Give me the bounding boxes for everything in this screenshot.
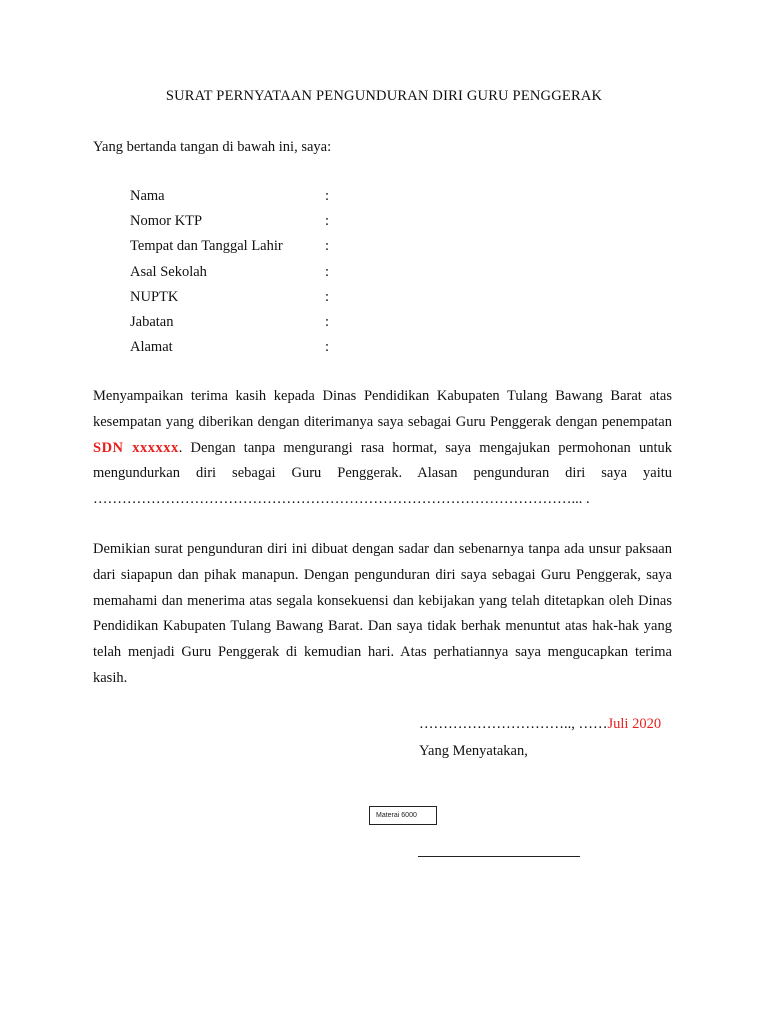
signature-line (418, 856, 580, 857)
intro-text: Yang bertanda tangan di bawah ini, saya: (93, 139, 332, 155)
date-line (419, 715, 679, 733)
field-colon: : (325, 188, 330, 204)
identity-fields (130, 187, 350, 363)
signer-label: Yang Menyatakan, (419, 743, 528, 759)
place-date-blank: ………………………….., …… (419, 716, 608, 732)
school-name-placeholder: SDN xxxxxx (93, 439, 179, 456)
paragraph-closing: Demikian surat pengunduran diri ini dibuat dengan sadar dan sebenarnya tanpa ada unsur paksaan dari siapapun dan pihak manapun. Dengan pengunduran diri saya sebagai Guru Penggerak, saya memahami dan menerima atas segala konsekuensi dan kebijakan yang telah ditetapkan oleh Dinas Pendidikan Kabupaten Tulang Bawang Barat. Dan saya tidak berhak menuntut atas hak-hak yang telah menjadi Guru Penggerak di kemudian hari. Atas perhatiannya saya mengucapkan terima kasih. (93, 541, 672, 686)
stamp-box: Materai 6000 (369, 806, 437, 825)
field-alamat (130, 338, 350, 363)
paragraph-text: . Dengan tanpa mengurangi rasa hormat, saya mengajukan permohonan untuk mengundurkan diri sebagai Guru Penggerak. Alasan pengunduran diri saya yaitu (93, 439, 672, 482)
field-label: NUPTK (130, 288, 179, 305)
field-nomor-ktp (130, 212, 350, 237)
field-colon: : (325, 339, 330, 356)
month-year: Juli 2020 (607, 716, 662, 732)
field-colon: : (325, 288, 330, 305)
paragraph-text: Menyampaikan terima kasih kepada Dinas Pendidikan Kabupaten Tulang Bawang Barat atas kesempatan yang diberikan dengan diterimanya saya sebagai Guru Penggerak dengan penempatan (93, 388, 672, 430)
field-label: Asal Sekolah (130, 263, 207, 280)
field-tempat-tanggal-lahir (130, 237, 350, 262)
field-label: Nama (130, 188, 165, 204)
field-nuptk (130, 288, 350, 313)
field-asal-sekolah (130, 263, 350, 288)
field-label: Tempat dan Tanggal Lahir (130, 238, 283, 255)
field-jabatan (130, 313, 350, 338)
field-label: Jabatan (130, 313, 174, 330)
field-nama (130, 187, 350, 212)
field-label: Nomor KTP (130, 213, 203, 230)
field-colon: : (325, 238, 330, 255)
reason-blank: ………………………………………………………………………………………... . (93, 491, 590, 508)
field-label: Alamat (130, 339, 173, 356)
field-colon: : (325, 263, 330, 280)
field-colon: : (325, 313, 330, 330)
paragraph-statement (93, 384, 672, 513)
document-title: SURAT PERNYATAAN PENGUNDURAN DIRI GURU PENGGERAK (165, 88, 603, 104)
field-colon: : (325, 213, 330, 230)
